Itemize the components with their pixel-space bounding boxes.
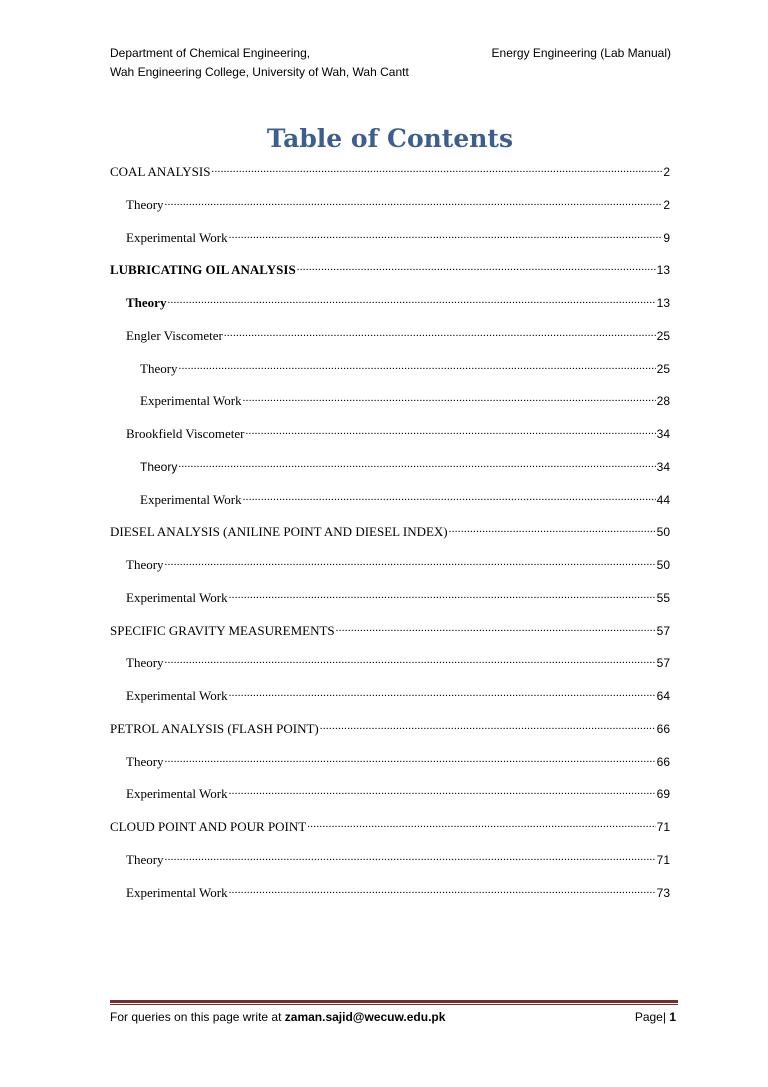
toc-entry-page: 57: [656, 623, 670, 638]
toc-entry-label: COAL ANALYSIS: [110, 164, 211, 179]
dot-leader: [224, 326, 656, 340]
toc-entry-page: 50: [656, 558, 670, 572]
toc-entry-label: Experimental Work: [140, 393, 242, 409]
dot-leader: [449, 522, 656, 536]
dot-leader: [229, 588, 656, 602]
dot-leader: [243, 490, 656, 504]
toc-entry-petrol-analysis[interactable]: [110, 718, 670, 751]
toc-entry-page: 25: [656, 328, 670, 343]
toc-entry-page: 73: [656, 885, 670, 900]
footer-rule-thick: [110, 1000, 678, 1003]
toc-entry-label: Experimental Work: [126, 688, 228, 703]
toc-entry-page: 9: [663, 230, 670, 245]
toc-entry-label: Theory: [140, 459, 178, 474]
toc-entry-page: 25: [656, 361, 670, 376]
toc-entry-label: SPECIFIC GRAVITY MEASUREMENTS: [110, 622, 335, 638]
dot-leader: [167, 293, 655, 307]
dot-leader: [229, 228, 663, 242]
toc-entry-lubricating-theory[interactable]: [110, 292, 670, 325]
dot-leader: [165, 195, 663, 209]
toc-entry-label: Theory: [126, 655, 164, 671]
dot-leader: [245, 424, 655, 438]
toc-entry-page: 69: [656, 787, 670, 802]
toc-entry-page: 71: [656, 852, 670, 867]
toc-entry-label: Experimental Work: [126, 884, 228, 900]
dot-leader: [243, 391, 656, 405]
toc-entry-page: 55: [656, 590, 670, 605]
toc-entry-page: 34: [656, 459, 670, 474]
toc-entry-page: 57: [656, 656, 670, 671]
footer-page-value: 1: [669, 1010, 676, 1024]
toc-entry-page: 2: [663, 197, 670, 212]
dot-leader: [165, 653, 656, 667]
header-department: Department of Chemical Engineering,: [110, 46, 311, 60]
toc-entry-petrol-theory[interactable]: [110, 751, 670, 784]
toc-entry-label: Theory: [126, 851, 164, 867]
toc-entry-brookfield-theory[interactable]: [110, 456, 670, 489]
dot-leader: [229, 883, 656, 897]
toc-entry-label: Theory: [126, 196, 164, 212]
toc-entry-label: LUBRICATING OIL ANALYSIS: [110, 262, 296, 278]
toc-entry-label: Brookfield Viscometer: [126, 426, 245, 441]
toc-entry-coal-analysis[interactable]: [110, 161, 670, 194]
table-of-contents: [110, 161, 670, 914]
page-title: Table of Contents: [266, 124, 514, 153]
toc-entry-label: DIESEL ANALYSIS (ANILINE POINT AND DIESEL INDEX): [110, 524, 448, 540]
dot-leader: [307, 817, 655, 831]
dot-leader: [165, 555, 656, 569]
toc-entry-diesel-analysis[interactable]: [110, 521, 670, 554]
dot-leader: [179, 359, 656, 373]
toc-entry-petrol-experimental-work[interactable]: [110, 783, 670, 816]
toc-entry-specific-gravity-experimental-work[interactable]: [110, 685, 670, 718]
dot-leader: [320, 719, 656, 733]
toc-entry-label: Theory: [126, 753, 164, 769]
toc-entry-page: 71: [656, 820, 670, 834]
toc-entry-cloud-pour-point[interactable]: [110, 816, 670, 849]
dot-leader: [297, 260, 656, 274]
header-manual: Energy Engineering (Lab Manual): [491, 46, 671, 60]
toc-entry-label: Theory: [126, 557, 164, 572]
dot-leader: [211, 162, 662, 176]
toc-entry-cloud-pour-theory[interactable]: [110, 849, 670, 882]
toc-entry-page: 13: [656, 296, 670, 310]
dot-leader: [229, 686, 656, 700]
toc-entry-label: Theory: [126, 295, 167, 310]
footer-page-label: Page|: [634, 1010, 666, 1024]
toc-entry-label: Experimental Work: [140, 491, 242, 507]
toc-entry-diesel-theory[interactable]: [110, 554, 670, 587]
toc-entry-coal-experimental-work[interactable]: [110, 227, 670, 260]
toc-entry-engler-experimental-work[interactable]: [110, 390, 670, 423]
toc-entry-page: 64: [656, 689, 670, 703]
toc-entry-label: Engler Viscometer: [126, 327, 223, 343]
toc-entry-brookfield-viscometer[interactable]: [110, 423, 670, 456]
footer-rule-thin: [110, 1004, 678, 1005]
toc-entry-engler-viscometer[interactable]: [110, 325, 670, 358]
toc-entry-page: 66: [656, 721, 670, 736]
dot-leader: [229, 784, 656, 798]
toc-entry-label: Experimental Work: [126, 229, 228, 245]
toc-entry-page: 44: [656, 492, 670, 507]
dot-leader: [165, 850, 656, 864]
footer-query: [110, 1010, 445, 1024]
toc-entry-page: 66: [656, 754, 670, 769]
dot-leader: [165, 752, 656, 766]
footer-email-link[interactable]: zaman.sajid@wecuw.edu.pk: [284, 1010, 446, 1024]
toc-entry-page: 13: [656, 263, 670, 278]
dot-leader: [336, 621, 656, 635]
toc-entry-engler-theory[interactable]: [110, 358, 670, 391]
toc-entry-page: 2: [663, 165, 670, 179]
header-college: Wah Engineering College, University of Wah, Wah Cantt: [110, 65, 409, 79]
toc-entry-page: 34: [656, 427, 670, 441]
footer-page-number: [635, 1010, 676, 1024]
toc-entry-label: Theory: [140, 360, 178, 376]
toc-entry-coal-theory[interactable]: [110, 194, 670, 227]
toc-entry-diesel-experimental-work[interactable]: [110, 587, 670, 620]
toc-entry-page: 28: [656, 394, 670, 409]
toc-entry-label: Experimental Work: [126, 589, 228, 605]
toc-entry-page: 50: [656, 525, 670, 540]
toc-entry-lubricating-oil-analysis[interactable]: [110, 259, 670, 292]
dot-leader: [178, 457, 655, 471]
toc-entry-label: Experimental Work: [126, 786, 228, 802]
toc-entry-label: CLOUD POINT AND POUR POINT: [110, 819, 307, 834]
toc-entry-label: PETROL ANALYSIS (FLASH POINT): [110, 720, 319, 736]
toc-entry-specific-gravity-theory[interactable]: [110, 652, 670, 685]
toc-entry-specific-gravity[interactable]: [110, 620, 670, 653]
toc-entry-brookfield-experimental-work[interactable]: [110, 489, 670, 522]
toc-entry-cloud-pour-experimental-work[interactable]: [110, 882, 670, 915]
footer-query-text: For queries on this page write at: [110, 1010, 282, 1024]
header-left: [110, 44, 409, 82]
